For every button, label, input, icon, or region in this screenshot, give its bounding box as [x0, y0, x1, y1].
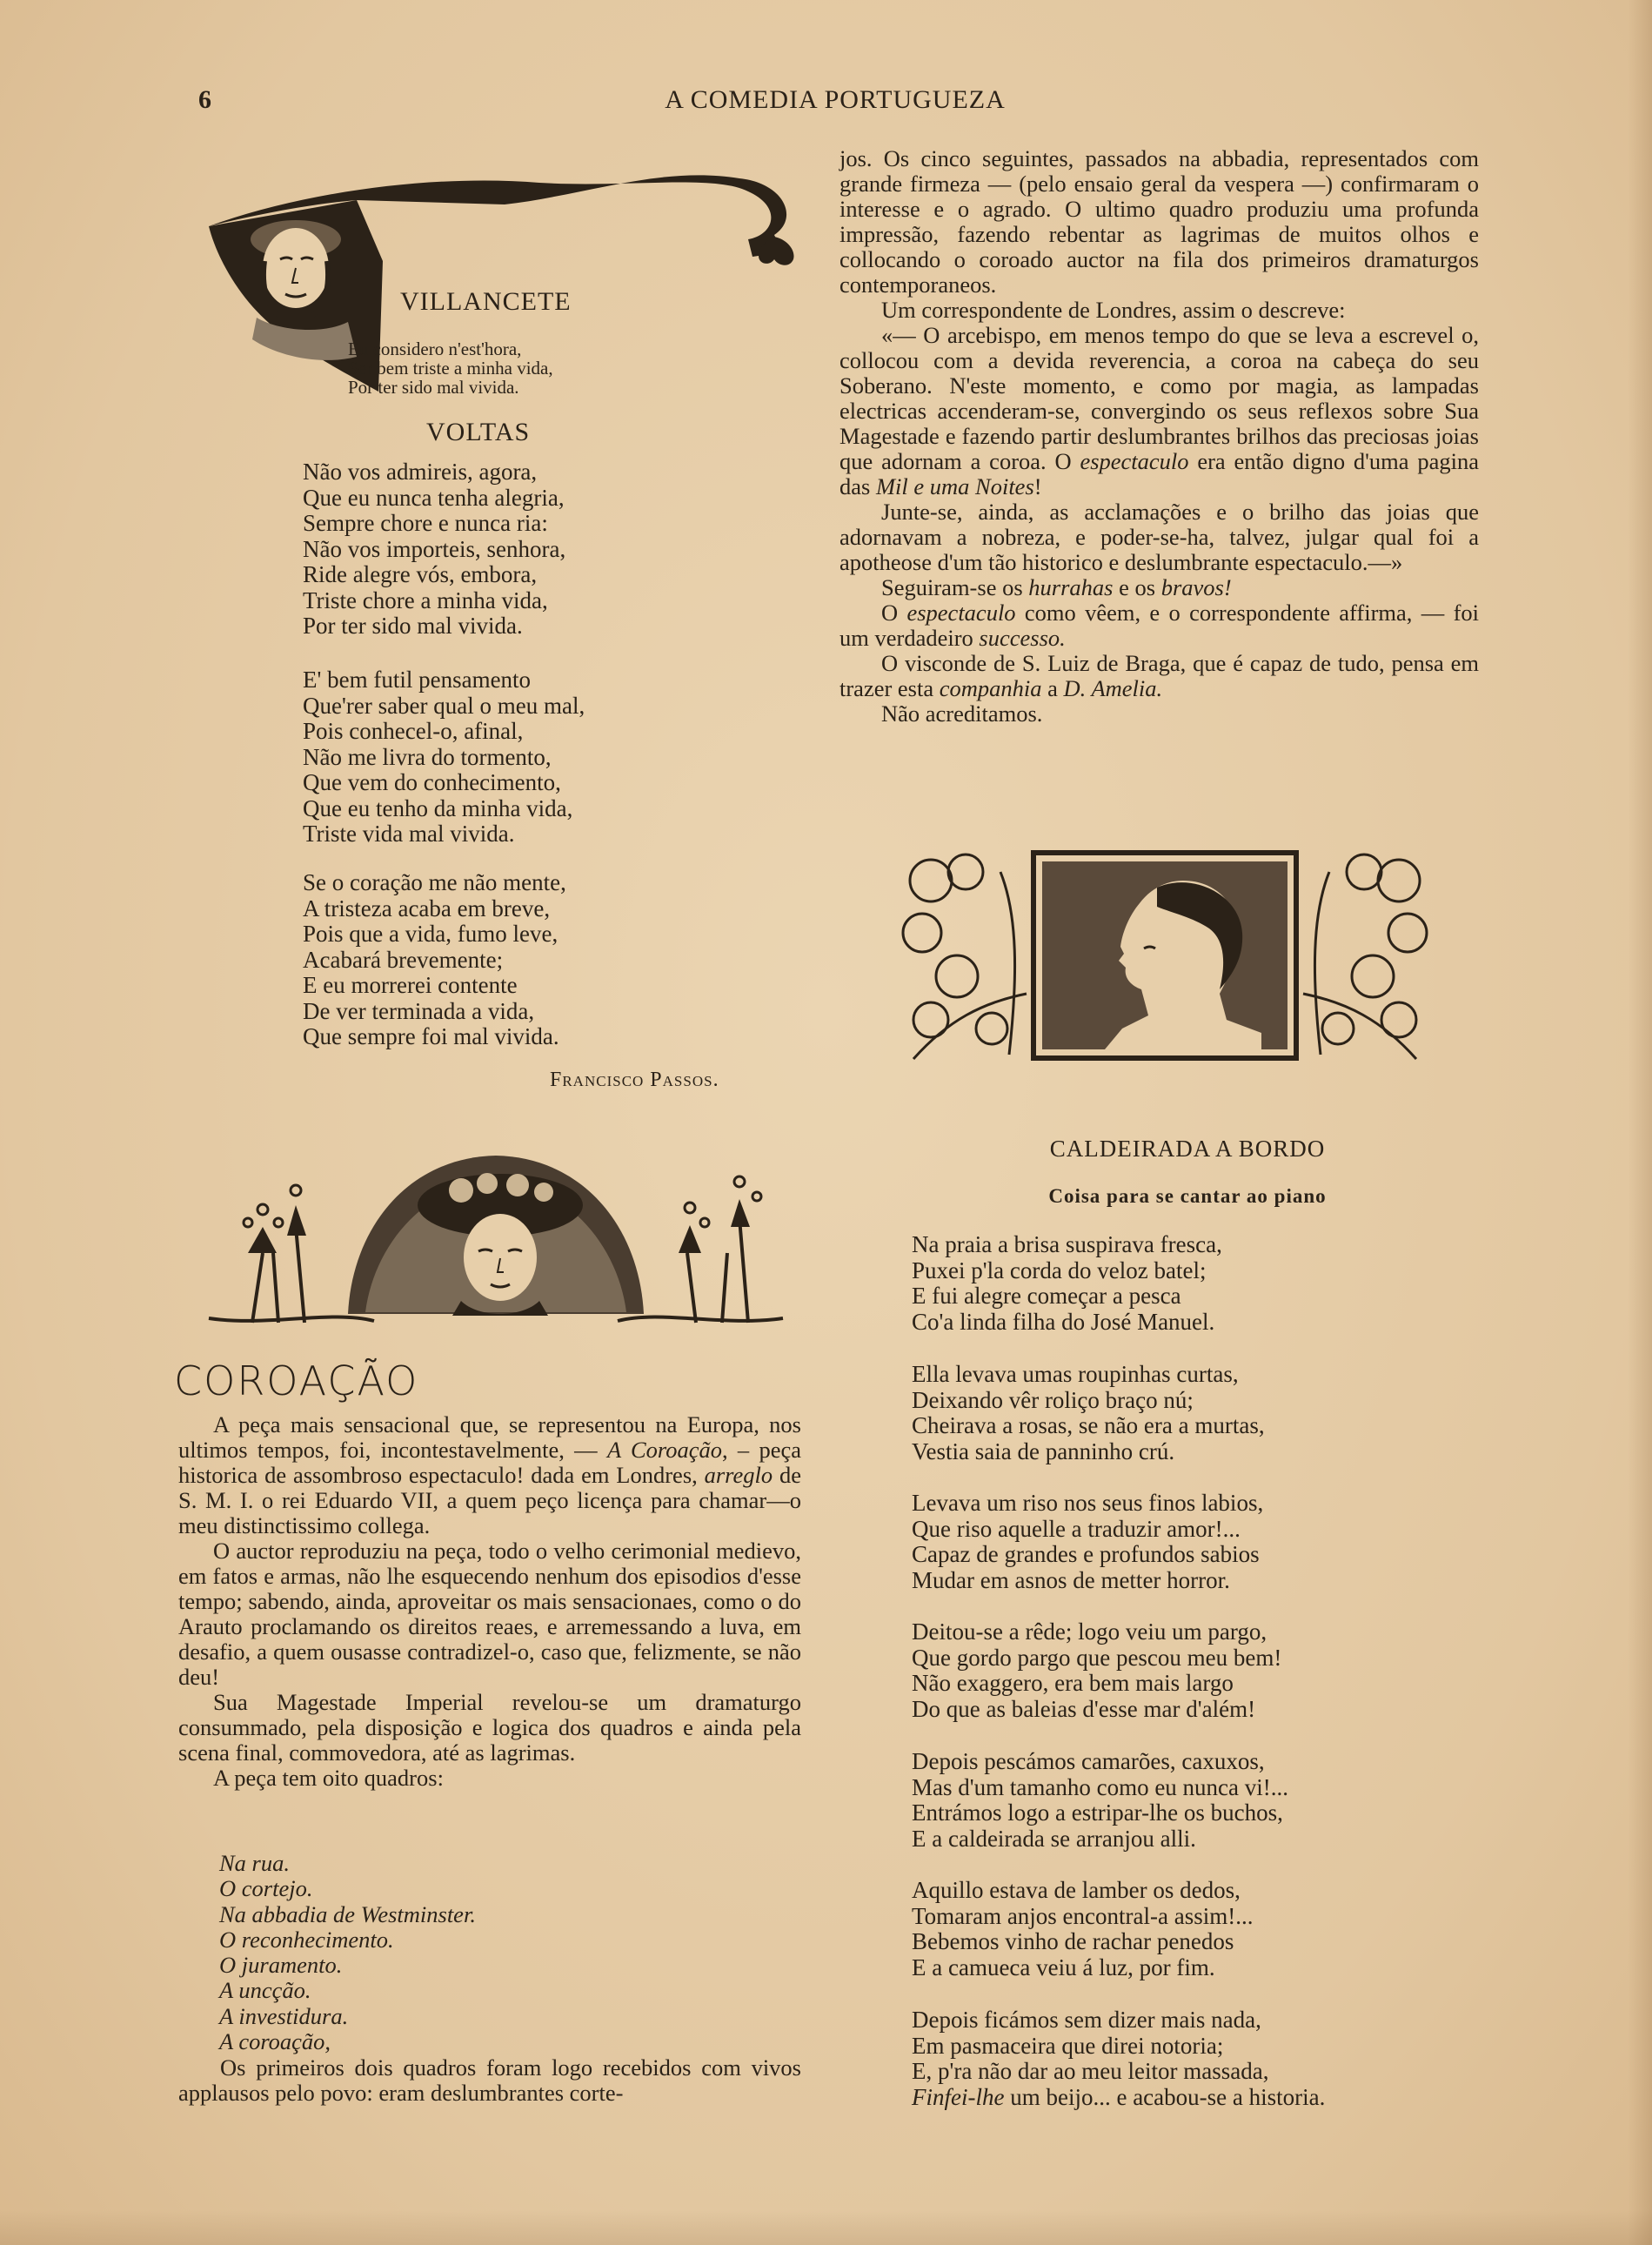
poem-line: Triste vida mal vivida.: [303, 821, 515, 847]
text-run: , – peça historica de assombroso espectaculo! dada em Londres,: [178, 1437, 801, 1488]
article-paragraph: [839, 499, 1479, 575]
poem-line: Puxei p'la corda do veloz batel;: [912, 1257, 1207, 1283]
poem-subtitle: Coisa para se cantar ao piano: [1048, 1185, 1327, 1207]
list-item: Na rua.: [219, 1850, 290, 1876]
italic-text: espectaculo: [1080, 448, 1189, 474]
poem-line: Que eu tenho da minha vida,: [303, 794, 573, 821]
poem-line: Cheirava a rosas, se não era a murtas,: [912, 1412, 1265, 1438]
poem-line: E a camueca veiu á luz, por fim.: [912, 1953, 1215, 1980]
text-run: A peça tem oito quadros:: [213, 1765, 444, 1791]
list-item: O juramento.: [219, 1952, 343, 1979]
epigraph-line: Por ter sido mal vivida.: [348, 377, 519, 398]
text-run: era então digno d'uma pagina das: [839, 448, 1479, 499]
italic-text: Mil e uma Noites: [875, 473, 1034, 499]
article-paragraph: [839, 146, 1479, 298]
italic-text: D. Amelia.: [1063, 675, 1163, 701]
text-run: O: [881, 600, 907, 626]
quadros-list: [219, 1851, 476, 2054]
poem-line: E a caldeirada se arranjou alli.: [912, 1825, 1196, 1852]
epigraph-line: Eu considero n'est'hora,: [348, 338, 522, 359]
text-run: Sua Magestade Imperial revelou-se um dramaturgo consummado, pela disposição e logica dos quadros e ainda pela scena final, commovedora, até as lagrimas.: [178, 1689, 801, 1766]
poem-line: Co'a linda filha do José Manuel.: [912, 1308, 1215, 1335]
article-paragraph: [178, 1412, 801, 1538]
poem-line: Mas d'um tamanho como eu nunca vi!...: [912, 1773, 1289, 1800]
poem-line: Depois ficámos sem dizer mais nada,: [912, 2007, 1261, 2033]
poem-author: Francisco Passos.: [550, 1069, 719, 1091]
poem-line: A tristeza acaba em breve,: [303, 895, 551, 921]
section-heading: COROAÇÃO: [174, 1357, 419, 1404]
italic-text: successo.: [979, 625, 1066, 651]
poem-line: Que riso aquelle a traduzir amor!...: [912, 1515, 1241, 1542]
poem-line: E eu morrerei contente: [303, 972, 518, 998]
lady-with-feathered-hat-and-lilies-illustration: [200, 1122, 792, 1331]
poem-line: Triste chore a minha vida,: [303, 586, 548, 613]
text-run: O visconde de S. Luiz de Braga, que é capaz de tudo, pensa em trazer esta: [839, 650, 1479, 701]
list-item: Na abbadia de Westminster.: [219, 1900, 476, 1927]
woman-profile-with-floral-frame-illustration: [896, 846, 1434, 1063]
poem-line: Que sempre foi mal vivida.: [303, 1023, 559, 1049]
article-body-end: [178, 2055, 801, 2106]
poem-title: VILLANCETE: [400, 287, 572, 316]
article-paragraph: [839, 701, 1479, 727]
page-bottom-shadow: [0, 2210, 1652, 2245]
text-run: e os: [1113, 574, 1161, 600]
list-item: A uncção.: [219, 1977, 311, 2004]
poem-line: Não exaggero, era bem mais largo: [912, 1670, 1234, 1696]
article-paragraph: [839, 651, 1479, 701]
poem-stanza: [912, 1232, 1222, 1335]
page-number: 6: [198, 85, 211, 114]
poem-line: Em pasmaceira que direi notoria;: [912, 2032, 1224, 2059]
italic-text: bravos!: [1160, 574, 1232, 600]
poem-line: Por ter sido mal vivida.: [303, 613, 523, 639]
poem-stanza: [912, 1878, 1253, 1980]
text-run: Não acreditamos.: [881, 700, 1043, 727]
text-run: como vêem, e o correspondente affirma, — foi um verdadeiro: [839, 600, 1480, 651]
italic-text: arreglo: [704, 1462, 773, 1488]
article-paragraph: [178, 1766, 801, 1791]
poem-stanza: [912, 1362, 1265, 1464]
text-run: Seguiram-se os: [881, 574, 1029, 600]
poem-line: Acabará brevemente;: [303, 946, 504, 973]
poem-stanza: [303, 870, 566, 1050]
article-paragraph: [178, 1538, 801, 1690]
poem-line: Pois que a vida, fumo leve,: [303, 921, 558, 947]
poem-line: E' bem futil pensamento: [303, 667, 532, 693]
running-head: A COMEDIA PORTUGUEZA: [665, 85, 1006, 114]
poem-line: Deixando vêr roliço braço nú;: [912, 1386, 1194, 1413]
poem-line: Que vem do conhecimento,: [303, 769, 561, 795]
article-paragraph: [839, 600, 1479, 651]
poem-line: Entrámos logo a estripar-lhe os buchos,: [912, 1799, 1283, 1826]
poem-stanza: [303, 667, 585, 848]
text-run: O auctor reproduziu na peça, todo o velho cerimonial medievo, em fatos e armas, não lhe esquecendo nenhum dos episodios d'esse tempo; sabendo, ainda, aproveitar os mais sensacionaes, como o do Arauto proclamando os direitos reaes, e arremessando a luva, em desafio, a quem ousasse contradizel-o, caso que, felizmente, se não deu!: [178, 1538, 801, 1690]
poem-line: Levava um riso nos seus finos labios,: [912, 1490, 1264, 1516]
poem-line: [912, 2085, 1325, 2111]
article-paragraph: [839, 575, 1479, 600]
poem-line: Tomaram anjos encontral-a assim!...: [912, 1902, 1254, 1929]
poem-line: E fui alegre começar a pesca: [912, 1283, 1181, 1309]
text-run: «— O arcebispo, em menos tempo do que se leva a escrevel o, collocou com a devida reverencia, a coroa na cabeça do seu Soberano. N'este momento, e como por magia, as lampadas electricas accenderam-se, convergindo os seus reflexos sobre Sua Magestade e fazendo partir deslumbrantes brilhos das preciosas joias que adornam a coroa. O: [839, 322, 1479, 474]
poem-line: Pois conhecel-o, afinal,: [303, 718, 524, 744]
list-item: A investidura.: [219, 2002, 349, 2029]
poem-line: Na praia a brisa suspirava fresca,: [912, 1231, 1222, 1257]
text-run: de S. M. I. o rei Eduardo VII, a quem peço licença para chamar—o meu distinctissimo collega.: [178, 1462, 801, 1538]
article-body: [178, 1412, 801, 1791]
poem-epigraph: [348, 339, 553, 397]
italic-text: companhia: [939, 675, 1042, 701]
poem-line: Se o coração me não mente,: [303, 869, 566, 895]
poem-line: De ver terminada a vida,: [303, 997, 535, 1024]
poem-line: Que eu nunca tenha alegria,: [303, 484, 565, 511]
poem-line: Aquillo estava de lamber os dedos,: [912, 1877, 1241, 1903]
poem-line: Depois pescámos camarões, caxuxos,: [912, 1748, 1265, 1774]
text-run: jos. Os cinco seguintes, passados na abbadia, representados com grande firmeza — (pelo ensaio geral da vespera —) confirmaram o interesse e o agrado. O ultimo quadro produziu uma profunda impressão, fazendo rebentar as lagrimas de muitos olhos e collocando o coroado auctor na fila dos primeiros dramaturgos contemporaneos.: [839, 145, 1479, 298]
text-run: A peça mais sensacional que, se representou na Europa, nos ultimos tempos, foi, incontestavelmente, —: [178, 1411, 801, 1463]
poem-title: CALDEIRADA A BORDO: [1049, 1136, 1326, 1162]
poem-line: Mudar em asnos de metter horror.: [912, 1566, 1230, 1593]
poem-stanza: [303, 459, 565, 640]
article-paragraph: [178, 1690, 801, 1766]
italic-text: espectaculo: [906, 600, 1016, 626]
text-run: !: [1033, 473, 1042, 499]
list-item: O reconhecimento.: [219, 1926, 394, 1953]
poem-stanza: [912, 1619, 1281, 1722]
poem-line: Que gordo pargo que pescou meu bem!: [912, 1644, 1282, 1671]
poem-line: Vestia saia de panninho crú.: [912, 1437, 1175, 1464]
poem-line-rest: um beijo... e acabou-se a historia.: [1004, 2083, 1326, 2110]
list-item: A coroação,: [219, 2028, 331, 2055]
poem-line: E, p'ra não dar ao meu leitor massada,: [912, 2058, 1269, 2084]
article-continuation: [839, 146, 1479, 727]
text-run: Um correspondente de Londres, assim o descreve:: [881, 297, 1346, 323]
poem-line: Não vos importeis, senhora,: [303, 535, 566, 562]
poem-line: Não vos admireis, agora,: [303, 459, 538, 485]
epigraph-line: Ser bem triste a minha vida,: [348, 358, 553, 379]
poem-line: Sempre chore e nunca ria:: [303, 510, 548, 536]
page-edge-shadow: [1628, 0, 1652, 2245]
text-run: a: [1041, 675, 1064, 701]
poem-line: Não me livra do tormento,: [303, 743, 552, 770]
poem-line: Do que as baleias d'esse mar d'além!: [912, 1695, 1256, 1722]
poem-line: Bebemos vinho de rachar penedos: [912, 1928, 1234, 1954]
poem-line: Capaz de grandes e profundos sabios: [912, 1541, 1260, 1567]
article-paragraph: [839, 298, 1479, 323]
poem-line: Deitou-se a rêde; logo veiu um pargo,: [912, 1618, 1267, 1645]
text-run: Junte-se, ainda, as acclamações e o brilho das joias que adornavam a nobreza, e poder-se-ha, talvez, julgar qual foi a apotheose d'um tão historico e deslumbrante espectaculo.—»: [839, 499, 1479, 575]
article-paragraph: [839, 323, 1479, 499]
poem-line: Que'rer saber qual o meu mal,: [303, 692, 585, 719]
poem-stanza: [912, 1749, 1288, 1852]
list-item: O cortejo.: [219, 1875, 313, 1902]
poem-stanza: [912, 1491, 1263, 1593]
poem-stanza: [912, 2007, 1325, 2110]
poem-line: Ride alegre vós, embora,: [303, 561, 538, 587]
italic-text: A Coroação: [606, 1437, 722, 1463]
poem-subtitle: VOLTAS: [426, 418, 531, 446]
italic-word: Finfei-lhe: [912, 2083, 1005, 2110]
italic-text: hurrahas: [1028, 574, 1114, 600]
poem-line: Ella levava umas roupinhas curtas,: [912, 1361, 1239, 1387]
article-paragraph: Os primeiros dois quadros foram logo recebidos com vivos applausos pelo povo: eram deslumbrantes corte-: [178, 2054, 801, 2106]
